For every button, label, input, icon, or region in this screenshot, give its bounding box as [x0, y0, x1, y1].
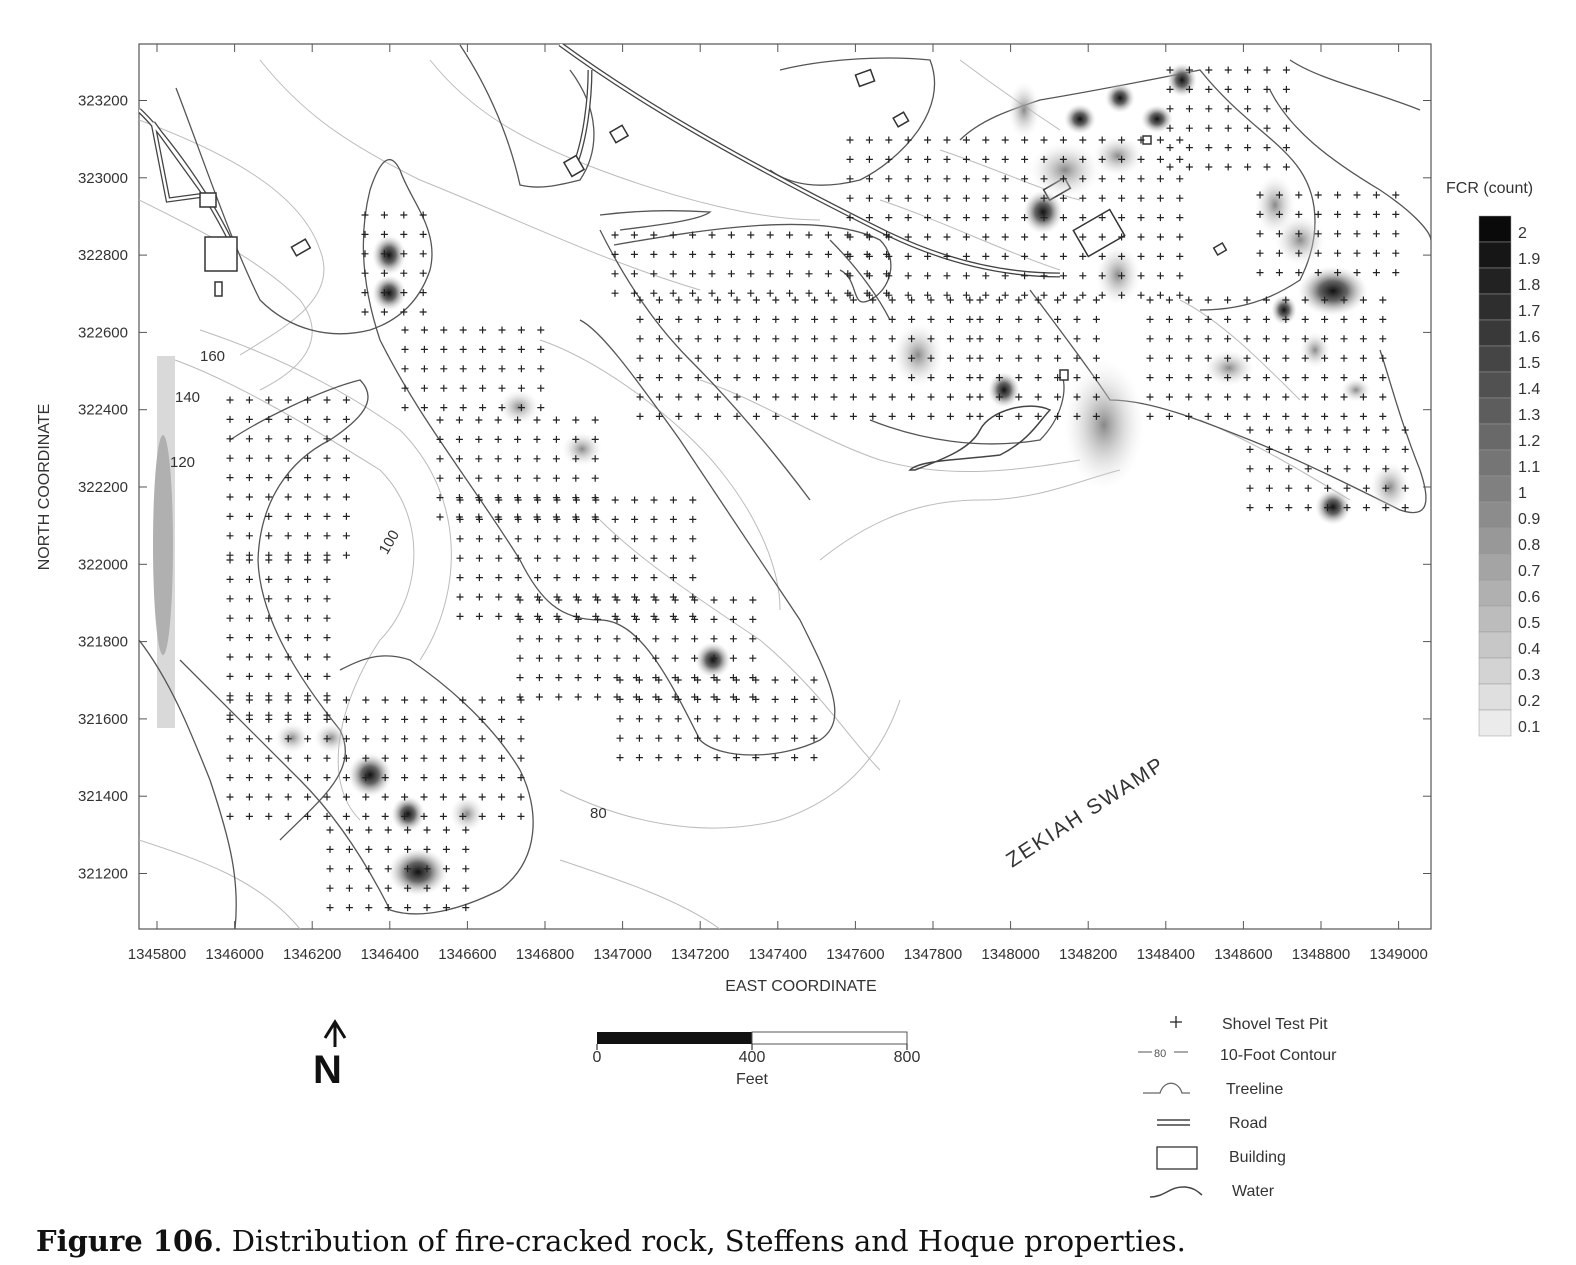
svg-text:Shovel Test Pit: Shovel Test Pit	[1222, 1016, 1328, 1033]
legend-item-building	[1157, 1147, 1286, 1169]
colorbar-tick-label: 1.7	[1518, 303, 1541, 320]
x-tick-label: 1346400	[360, 946, 420, 963]
x-tick-label: 1348200	[1058, 946, 1118, 963]
north-letter: N	[313, 1048, 342, 1092]
figure-label: Figure 106	[36, 1224, 214, 1258]
x-tick-label: 1347200	[670, 946, 730, 963]
y-tick-label: 322800	[77, 247, 128, 265]
legend-item-water	[1150, 1183, 1275, 1200]
x-tick-label: 1346800	[515, 946, 575, 963]
y-tick-label: 323000	[77, 169, 128, 187]
colorbar-swatch	[1479, 294, 1511, 320]
colorbar-tick-label: 0.9	[1518, 511, 1541, 528]
colorbar-tick-label: 0.2	[1518, 693, 1541, 710]
scale-bar	[593, 1032, 921, 1088]
colorbar-swatch	[1479, 528, 1511, 554]
water-icon	[1150, 1187, 1202, 1197]
building-icon	[1157, 1147, 1197, 1169]
colorbar-swatch	[1479, 502, 1511, 528]
x-tick-label: 1346200	[282, 946, 342, 963]
contour-label-120: 120	[170, 454, 196, 471]
y-tick-label: 322400	[77, 401, 128, 419]
scale-label-0: 0	[592, 1049, 602, 1066]
colorbar-tick-label: 1	[1518, 485, 1527, 502]
svg-text:Building: Building	[1229, 1149, 1286, 1166]
y-tick-label: 322600	[77, 324, 128, 342]
colorbar-swatch	[1479, 346, 1511, 372]
x-tick-label: 1349000	[1369, 946, 1428, 963]
x-tick-label: 1346000	[205, 946, 264, 963]
figure-caption	[36, 1224, 1186, 1258]
x-tick-label: 1348400	[1136, 946, 1196, 963]
svg-text:80: 80	[1154, 1048, 1167, 1060]
colorbar-tick-label: 0.1	[1518, 719, 1541, 736]
colorbar-swatch	[1479, 242, 1511, 268]
colorbar-tick-label: 0.8	[1518, 537, 1541, 554]
contour-label-80: 80	[590, 805, 607, 822]
colorbar-swatch	[1479, 268, 1511, 294]
legend-item-road	[1157, 1115, 1267, 1132]
legend	[1138, 1016, 1337, 1200]
colorbar-tick-label: 0.6	[1518, 589, 1541, 606]
x-axis-tick-labels	[128, 946, 1428, 963]
plus-icon	[1170, 1016, 1182, 1028]
svg-text:10-Foot Contour: 10-Foot Contour	[1220, 1047, 1337, 1064]
scale-unit: Feet	[735, 1071, 769, 1088]
colorbar-tick-label: 1.2	[1518, 433, 1541, 450]
colorbar-swatch	[1479, 320, 1511, 346]
svg-text:Water: Water	[1232, 1183, 1275, 1200]
x-tick-label: 1346600	[438, 946, 497, 963]
colorbar-tick-label: 1.4	[1518, 381, 1541, 398]
x-tick-label: 1347000	[593, 946, 652, 963]
y-axis-tick-labels	[78, 93, 128, 883]
north-arrow-icon	[313, 1022, 345, 1092]
map-frame	[139, 44, 1431, 929]
legend-item-shovel-test-pit	[1170, 1016, 1328, 1033]
colorbar-swatch	[1479, 658, 1511, 684]
colorbar-swatch	[1479, 424, 1511, 450]
y-tick-label: 321200	[77, 865, 128, 883]
x-tick-label: 1345800	[127, 946, 187, 963]
colorbar-swatch	[1479, 580, 1511, 606]
y-axis-title: NORTH COORDINATE	[36, 403, 53, 571]
colorbar-tick-label: 1.8	[1518, 277, 1541, 294]
contour-label-140: 140	[175, 389, 201, 406]
colorbar-swatch	[1479, 476, 1511, 502]
colorbar-tick-label: 1.9	[1518, 251, 1541, 268]
colorbar-swatch	[1479, 450, 1511, 476]
y-tick-label: 322000	[77, 556, 128, 574]
road-icon	[1157, 1120, 1190, 1125]
scale-label-800: 800	[893, 1049, 921, 1066]
y-tick-label: 322200	[77, 479, 128, 496]
x-tick-label: 1348600	[1214, 946, 1273, 963]
contour-label-160: 160	[200, 348, 226, 365]
legend-item-treeline	[1143, 1081, 1283, 1098]
colorbar-swatch	[1479, 554, 1511, 580]
x-tick-label: 1348000	[981, 946, 1040, 963]
colorbar-tick-label: 1.5	[1518, 355, 1541, 372]
colorbar-tick-label: 0.3	[1518, 667, 1541, 684]
y-tick-label: 321800	[77, 633, 128, 651]
colorbar-swatch	[1479, 216, 1511, 242]
svg-text:Road: Road	[1229, 1115, 1268, 1132]
fcr-colorbar	[1479, 216, 1511, 736]
y-tick-label: 321400	[77, 788, 128, 806]
colorbar-swatch	[1479, 684, 1511, 710]
y-tick-label: 323200	[77, 92, 128, 110]
colorbar-tick-label: 2	[1518, 225, 1527, 242]
svg-text:Treeline: Treeline	[1226, 1081, 1284, 1098]
figure-caption-text: . Distribution of fire-cracked rock, Steffens and Hoque properties.	[213, 1224, 1186, 1258]
x-tick-label: 1347400	[748, 946, 808, 963]
colorbar-swatch	[1479, 606, 1511, 632]
x-tick-label: 1348800	[1291, 946, 1351, 963]
treeline-icon	[1143, 1083, 1190, 1093]
colorbar-swatch	[1479, 372, 1511, 398]
legend-item-contour	[1138, 1047, 1337, 1064]
scale-label-400: 400	[738, 1049, 766, 1066]
colorbar-title: FCR (count)	[1446, 180, 1534, 197]
y-tick-label: 321600	[77, 710, 128, 728]
colorbar-tick-label: 0.4	[1518, 641, 1541, 658]
contour-label-100: 100	[375, 527, 404, 558]
x-tick-label: 1347600	[826, 946, 885, 963]
colorbar-tick-label: 1.6	[1518, 329, 1541, 346]
x-axis-title: EAST COORDINATE	[725, 978, 877, 995]
colorbar-tick-label: 1.1	[1518, 459, 1541, 476]
colorbar-tick-label: 0.5	[1518, 615, 1541, 632]
colorbar-swatch	[1479, 632, 1511, 658]
swamp-label: ZEKIAH SWAMP	[1002, 752, 1170, 873]
colorbar-tick-labels	[1518, 225, 1540, 736]
colorbar-swatch	[1479, 398, 1511, 424]
x-tick-label: 1347800	[903, 946, 963, 963]
contour-icon	[1138, 1048, 1188, 1060]
colorbar-tick-label: 1.3	[1518, 407, 1541, 424]
colorbar-swatch	[1479, 710, 1511, 736]
colorbar-tick-label: 0.7	[1518, 563, 1541, 580]
